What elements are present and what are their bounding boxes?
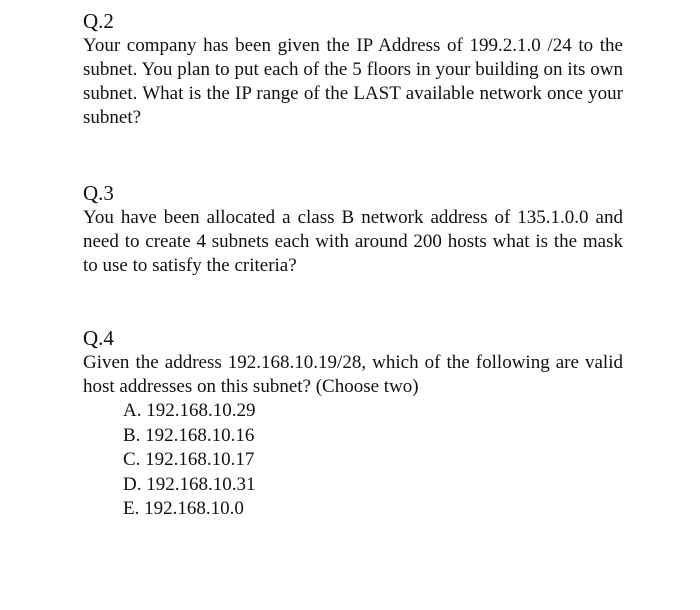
option-e: E. 192.168.10.0 <box>123 498 244 519</box>
question-number: Q.3 <box>83 181 114 205</box>
question-3 <box>83 180 623 278</box>
question-text: Your company has been given the IP Address of 199.2.1.0 /24 to the subnet. You plan to put each of the 5 floors in your building on its own subnet. What is the IP range of the LAST available network once your subnet? <box>83 35 623 128</box>
question-text: Given the address 192.168.10.19/28, which of the following are valid host addresses on this subnet? (Choose two) <box>83 352 623 397</box>
question-number: Q.2 <box>83 9 114 33</box>
option-d: D. 192.168.10.31 <box>123 473 256 495</box>
question-text: You have been allocated a class B network address of 135.1.0.0 and need to create 4 subnets each with around 200 hosts what is the mask to use to satisfy the criteria? <box>83 207 623 276</box>
question-2 <box>83 8 623 130</box>
answer-options <box>83 399 623 522</box>
option-c: C. 192.168.10.17 <box>123 449 255 470</box>
option-b: B. 192.168.10.16 <box>123 424 255 446</box>
question-number: Q.4 <box>83 326 114 350</box>
question-4 <box>83 325 623 522</box>
option-a: A. 192.168.10.29 <box>123 400 256 421</box>
